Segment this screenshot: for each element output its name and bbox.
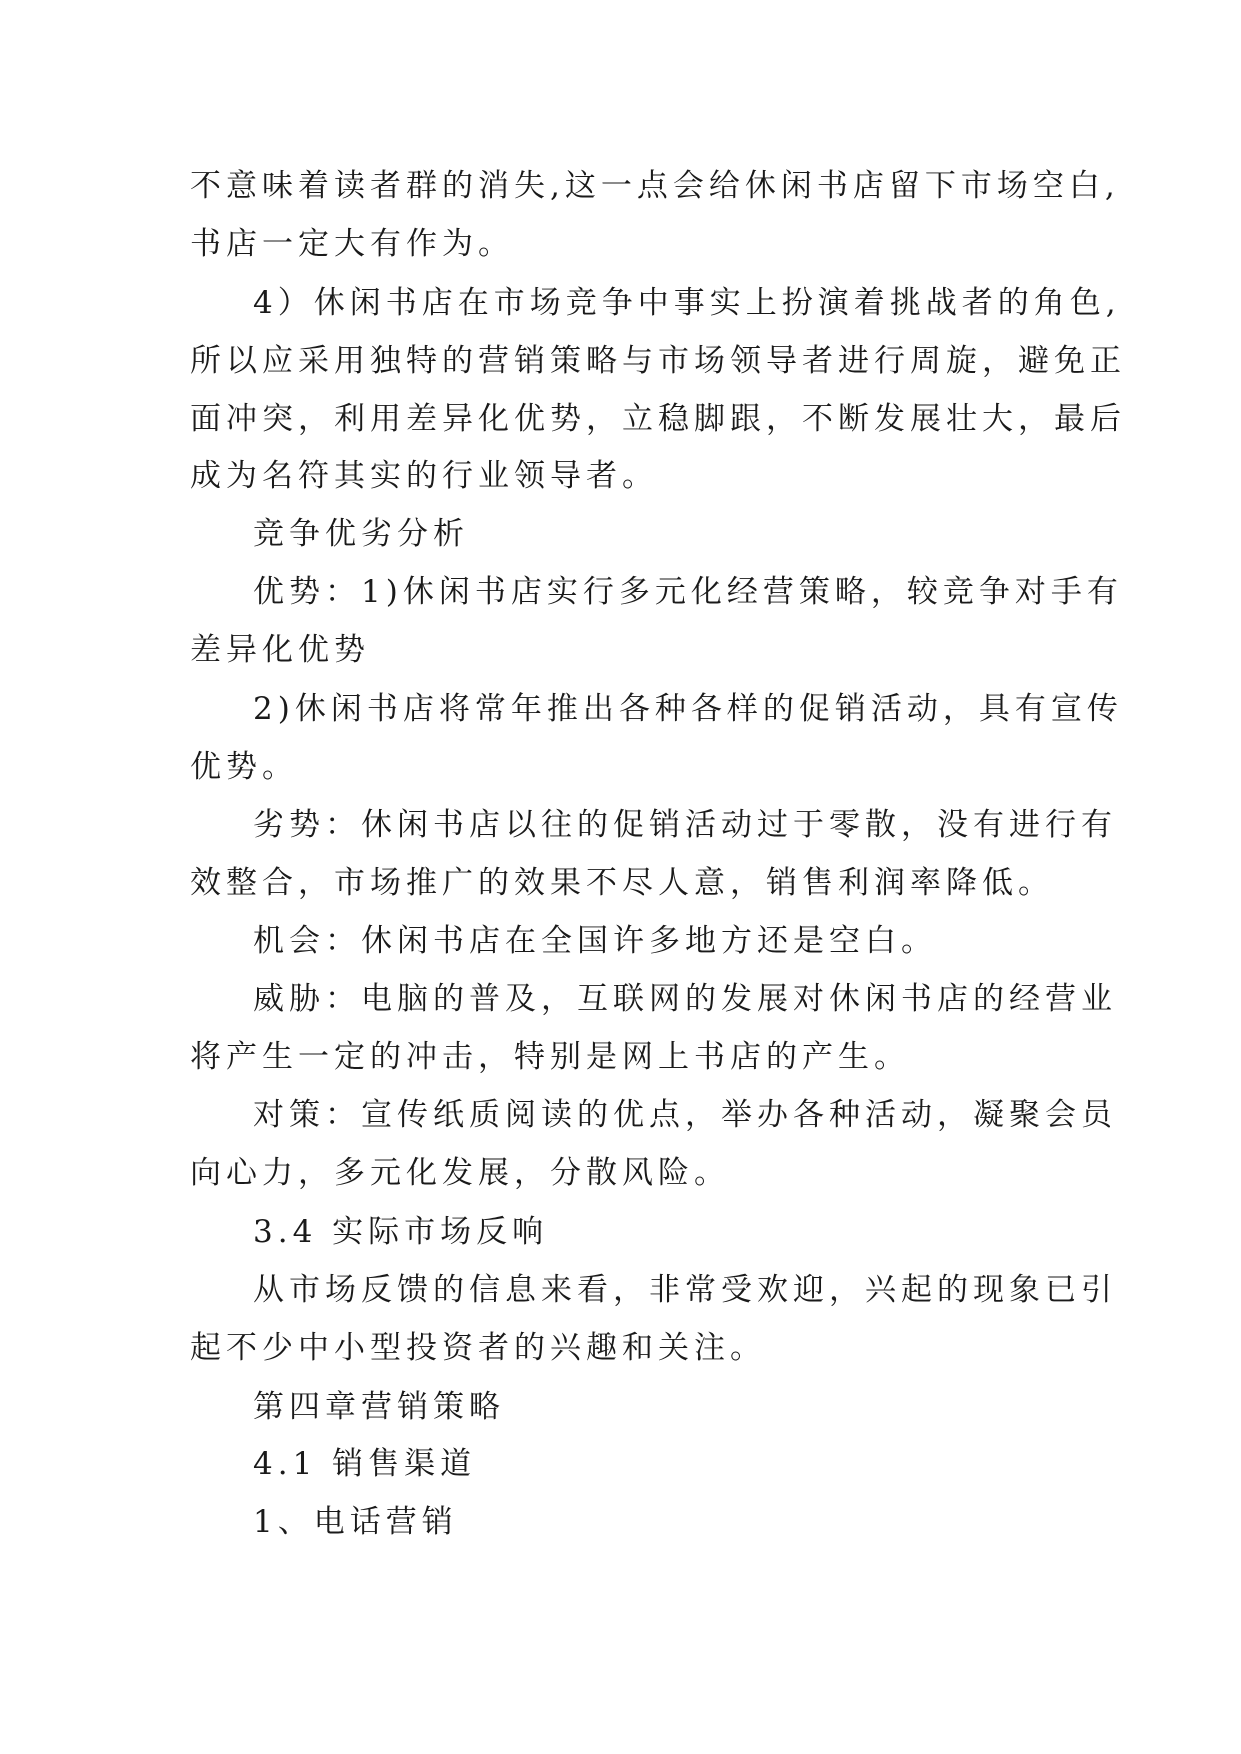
paragraph-line: 书店一定大有作为。 [190, 226, 514, 262]
paragraph-line: 机会：休闲书店在全国许多地方还是空白。 [253, 923, 937, 959]
paragraph-line: 劣势：休闲书店以往的促销活动过于零散，没有进行有 [253, 807, 1117, 843]
paragraph-line: 差异化优势 [190, 632, 370, 668]
section-heading: 竞争优劣分析 [253, 516, 469, 552]
paragraph-line: 面冲突，利用差异化优势，立稳脚跟，不断发展壮大，最后 [190, 401, 1126, 437]
section-heading: 3.4 实际市场反响 [253, 1214, 549, 1250]
paragraph-line: 从市场反馈的信息来看，非常受欢迎，兴起的现象已引 [253, 1272, 1117, 1308]
paragraph-line: 4）休闲书店在市场竞争中事实上扮演着挑战者的角色, [253, 285, 1121, 321]
paragraph-line: 优势。 [190, 749, 298, 785]
paragraph-line: 优势：1)休闲书店实行多元化经营策略，较竞争对手有 [253, 574, 1123, 610]
paragraph-line: 对策：宣传纸质阅读的优点，举办各种活动，凝聚会员 [253, 1097, 1117, 1133]
paragraph-line: 向心力，多元化发展，分散风险。 [190, 1155, 730, 1191]
paragraph-line: 所以应采用独特的营销策略与市场领导者进行周旋，避免正 [190, 343, 1126, 379]
paragraph-line: 不意味着读者群的消失,这一点会给休闲书店留下市场空白, [190, 168, 1120, 204]
chapter-heading: 第四章营销策略 [253, 1389, 505, 1425]
section-heading: 4.1 销售渠道 [253, 1446, 477, 1482]
paragraph-line: 将产生一定的冲击，特别是网上书店的产生。 [190, 1039, 910, 1075]
paragraph-line: 2)休闲书店将常年推出各种各样的促销活动，具有宣传 [253, 691, 1123, 727]
paragraph-line: 效整合，市场推广的效果不尽人意，销售利润率降低。 [190, 865, 1054, 901]
paragraph-line: 起不少中小型投资者的兴趣和关注。 [190, 1330, 766, 1366]
paragraph-line: 威胁：电脑的普及，互联网的发展对休闲书店的经营业 [253, 981, 1117, 1017]
paragraph-line: 成为名符其实的行业领导者。 [190, 458, 658, 494]
subsection-heading: 1、电话营销 [253, 1504, 458, 1540]
